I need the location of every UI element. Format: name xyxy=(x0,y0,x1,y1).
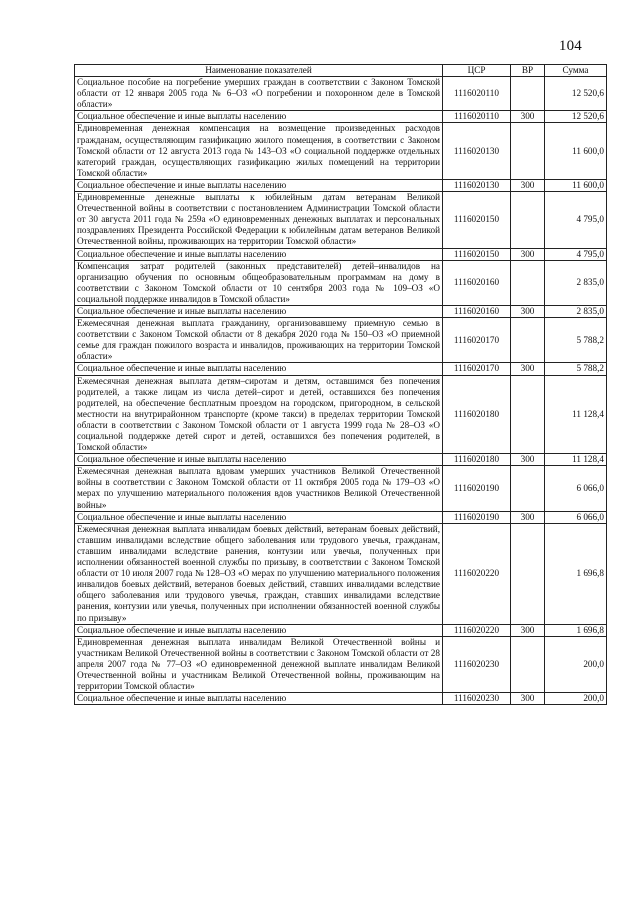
header-csr: ЦСР xyxy=(443,65,511,77)
table-row xyxy=(75,248,607,260)
row-sum-cell: 12 520,6 xyxy=(545,111,607,123)
row-vr-cell: 300 xyxy=(511,693,545,705)
row-csr-cell: 1116020160 xyxy=(443,305,511,317)
table-row xyxy=(75,693,607,705)
row-sum-cell: 1 696,8 xyxy=(545,624,607,636)
row-name-cell: Ежемесячная денежная выплата гражданину, организовавшему приемную семью в соответствии с Законом Томской области от 8 декабря 2020 года № 150–ОЗ «О приемной семье для граждан пожилого возраста и инвалидов, проживающих на территории Томской области» xyxy=(75,318,443,363)
row-csr-cell: 1116020130 xyxy=(443,179,511,191)
row-vr-cell xyxy=(511,318,545,363)
row-vr-cell xyxy=(511,260,545,305)
row-vr-cell xyxy=(511,466,545,511)
row-csr-cell: 1116020170 xyxy=(443,363,511,375)
page-number: 104 xyxy=(558,38,582,54)
row-name-cell: Социальное обеспечение и иные выплаты населению xyxy=(75,454,443,466)
table-row xyxy=(75,123,607,179)
row-csr-cell: 1116020180 xyxy=(443,454,511,466)
table-row xyxy=(75,192,607,248)
table-row xyxy=(75,636,607,692)
header-row xyxy=(75,65,607,77)
row-vr-cell: 300 xyxy=(511,363,545,375)
header-name: Наименование показателей xyxy=(75,65,443,77)
row-name-cell: Социальное обеспечение и иные выплаты населению xyxy=(75,511,443,523)
row-sum-cell: 2 835,0 xyxy=(545,260,607,305)
table-row xyxy=(75,305,607,317)
row-csr-cell: 1116020220 xyxy=(443,624,511,636)
row-csr-cell: 1116020170 xyxy=(443,318,511,363)
row-csr-cell: 1116020230 xyxy=(443,636,511,692)
row-sum-cell: 6 066,0 xyxy=(545,466,607,511)
row-csr-cell: 1116020190 xyxy=(443,511,511,523)
table-row xyxy=(75,260,607,305)
row-vr-cell xyxy=(511,77,545,111)
table-row xyxy=(75,375,607,454)
row-vr-cell: 300 xyxy=(511,179,545,191)
row-vr-cell xyxy=(511,636,545,692)
row-sum-cell: 5 788,2 xyxy=(545,363,607,375)
budget-table xyxy=(74,64,607,705)
row-vr-cell: 300 xyxy=(511,248,545,260)
row-name-cell: Социальное обеспечение и иные выплаты населению xyxy=(75,111,443,123)
row-sum-cell: 6 066,0 xyxy=(545,511,607,523)
row-csr-cell: 1116020190 xyxy=(443,466,511,511)
table-row xyxy=(75,454,607,466)
table-row xyxy=(75,511,607,523)
row-vr-cell: 300 xyxy=(511,305,545,317)
header-sum: Сумма xyxy=(545,65,607,77)
row-sum-cell: 4 795,0 xyxy=(545,192,607,248)
row-sum-cell: 4 795,0 xyxy=(545,248,607,260)
row-csr-cell: 1116020230 xyxy=(443,693,511,705)
row-sum-cell: 12 520,6 xyxy=(545,77,607,111)
row-vr-cell: 300 xyxy=(511,511,545,523)
table-row xyxy=(75,77,607,111)
row-name-cell: Ежемесячная денежная выплата детям–сиротам и детям, оставшимся без попечения родителей, а также лицам из числа детей–сирот и детей, оставшихся без попечения родителей, на обеспечение бесплатным проездом на городском, пригородном, в сельской местности на внутрирайонном транспорте (кроме такси) в пределах территории Томской области в соответствии с Законом Томской области от 1 августа 1999 года № 28–ОЗ «О социальной поддержке детей сирот и детей, оставшихся без попечения родителей, в Томской области» xyxy=(75,375,443,454)
header-vr: ВР xyxy=(511,65,545,77)
row-name-cell: Единовременные денежные выплаты к юбилейным датам ветеранам Великой Отечественной войны в соответствии с постановлением Администрации Томской области от 30 августа 2011 года № 259а «О единовременных денежных выплатах и персональных поздравлениях Президента Российской Федерации к юбилейным датам ветеранов Великой Отечественной войны, проживающих на территории Томской области» xyxy=(75,192,443,248)
row-name-cell: Единовременная денежная выплата инвалидам Великой Отечественной войны и участникам Великой Отечественной войны в соответствии с Законом Томской области от 28 апреля 2007 года № 77–ОЗ «О единовременной денежной выплате инвалидам Великой Отечественной войны и участникам Великой Отечественной войны, проживающим на территории Томской области» xyxy=(75,636,443,692)
table-row xyxy=(75,363,607,375)
table-row xyxy=(75,111,607,123)
row-csr-cell: 1116020150 xyxy=(443,192,511,248)
row-sum-cell: 11 600,0 xyxy=(545,179,607,191)
row-vr-cell xyxy=(511,123,545,179)
row-csr-cell: 1116020160 xyxy=(443,260,511,305)
row-csr-cell: 1116020220 xyxy=(443,523,511,624)
row-sum-cell: 11 128,4 xyxy=(545,375,607,454)
table-row xyxy=(75,466,607,511)
row-csr-cell: 1116020130 xyxy=(443,123,511,179)
row-vr-cell xyxy=(511,523,545,624)
table-row xyxy=(75,179,607,191)
row-vr-cell: 300 xyxy=(511,624,545,636)
row-vr-cell xyxy=(511,375,545,454)
row-name-cell: Социальное обеспечение и иные выплаты населению xyxy=(75,624,443,636)
row-sum-cell: 1 696,8 xyxy=(545,523,607,624)
row-sum-cell: 11 600,0 xyxy=(545,123,607,179)
row-vr-cell: 300 xyxy=(511,111,545,123)
table-row xyxy=(75,523,607,624)
row-name-cell: Социальное обеспечение и иные выплаты населению xyxy=(75,363,443,375)
row-name-cell: Ежемесячная денежная выплата вдовам умерших участников Великой Отечественной войны в соответствии с Законом Томской области от 11 октября 2005 года № 179–ОЗ «О мерах по улучшению материального положения вдов участников Великой Отечественной войны» xyxy=(75,466,443,511)
row-name-cell: Компенсация затрат родителей (законных представителей) детей–инвалидов на организацию обучения по основным общеобразовательным программам на дому в соответствии с Законом Томской области от 10 сентября 2003 года № 109–ОЗ «О социальной поддержке инвалидов в Томской области» xyxy=(75,260,443,305)
row-sum-cell: 200,0 xyxy=(545,636,607,692)
row-name-cell: Социальное обеспечение и иные выплаты населению xyxy=(75,248,443,260)
table-row xyxy=(75,624,607,636)
row-name-cell: Ежемесячная денежная выплата инвалидам боевых действий, ветеранам боевых действий, ставшим инвалидами вследствие общего заболевания или трудового увечья, гражданам, ставшим инвалидами вследствие ранения, контузии или увечья, полученных при исполнении обязанностей военной службы по призыву, в соответствии с Законом Томской области от 10 июля 2007 года № 128–ОЗ «О мерах по улучшению материального положения инвалидов боевых действий, ветеранов боевых действий, ставших инвалидами вследствие общего заболевания или трудового увечья, граждан, ставших инвалидами вследствие ранения, контузии или увечья, полученных при исполнении обязанностей военной службы по призыву» xyxy=(75,523,443,624)
row-name-cell: Единовременная денежная компенсация на возмещение произведенных расходов гражданам, осуществляющим газификацию жилого помещения, в соответствии с Законом Томской области от 12 августа 2013 года № 143–ОЗ «О социальной поддержке отдельных категорий граждан, осуществляющих газификацию жилых помещений на территории Томской области» xyxy=(75,123,443,179)
row-csr-cell: 1116020110 xyxy=(443,77,511,111)
table-row xyxy=(75,318,607,363)
row-name-cell: Социальное пособие на погребение умерших граждан в соответствии с Законом Томской области от 12 января 2005 года № 6–ОЗ «О погребении и похоронном деле в Томской области» xyxy=(75,77,443,111)
row-sum-cell: 11 128,4 xyxy=(545,454,607,466)
row-name-cell: Социальное обеспечение и иные выплаты населению xyxy=(75,693,443,705)
row-sum-cell: 5 788,2 xyxy=(545,318,607,363)
row-csr-cell: 1116020110 xyxy=(443,111,511,123)
row-vr-cell xyxy=(511,192,545,248)
row-name-cell: Социальное обеспечение и иные выплаты населению xyxy=(75,179,443,191)
row-vr-cell: 300 xyxy=(511,454,545,466)
row-csr-cell: 1116020150 xyxy=(443,248,511,260)
row-name-cell: Социальное обеспечение и иные выплаты населению xyxy=(75,305,443,317)
row-sum-cell: 200,0 xyxy=(545,693,607,705)
row-csr-cell: 1116020180 xyxy=(443,375,511,454)
table-body xyxy=(75,77,607,705)
table-header xyxy=(75,65,607,77)
row-sum-cell: 2 835,0 xyxy=(545,305,607,317)
